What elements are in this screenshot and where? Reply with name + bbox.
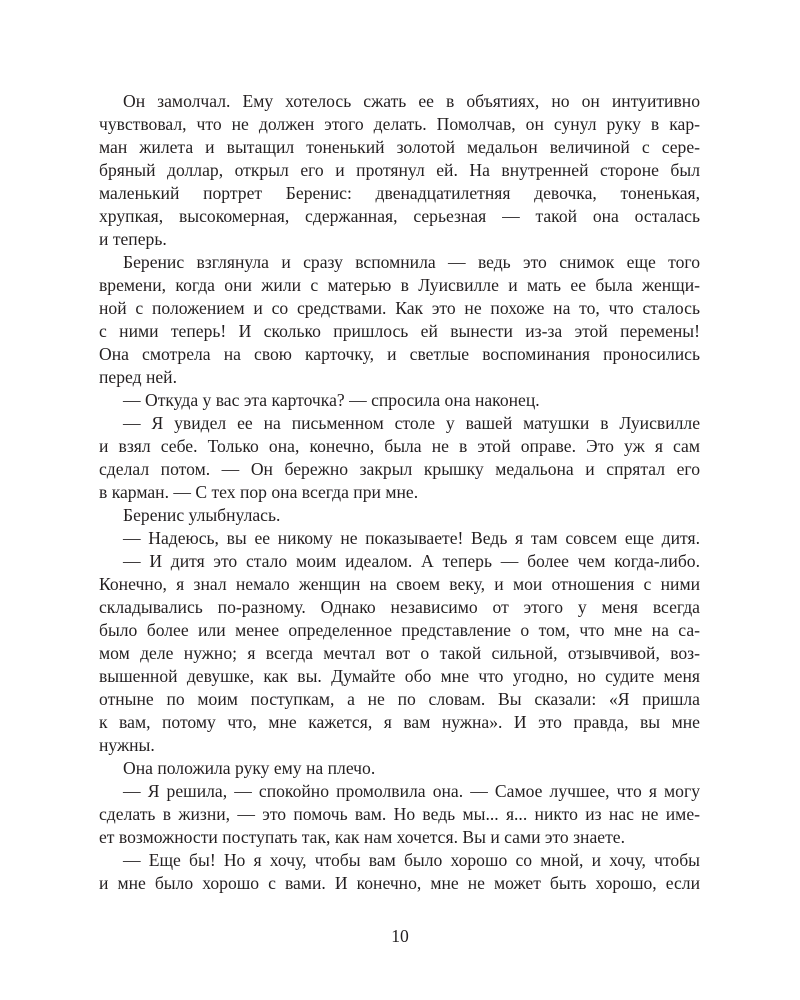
text-line: Он замолчал. Ему хотелось сжать ее в объятиях, но он интуитивно xyxy=(123,91,700,111)
text-line: сделать в жизни, — это помочь вам. Но ведь мы... я... никто из нас не име- xyxy=(99,804,700,824)
text-line: Она смотрела на свою карточку, и светлые воспоминания проносились xyxy=(99,344,700,364)
text-line: чувствовал, что не должен этого делать. Помолчав, он сунул руку в кар- xyxy=(99,114,700,134)
text-line: — Еще бы! Но я хочу, чтобы вам было хорошо со мной, и хочу, чтобы xyxy=(123,850,700,870)
page-number: 10 xyxy=(391,926,409,946)
text-line: с ними теперь! И сколько пришлось ей вынести из-за этой перемены! xyxy=(99,321,700,341)
text-line: ной с положением и со средствами. Как это не похоже на то, что сталось xyxy=(99,298,700,318)
text-line: маленький портрет Беренис: двенадцатилетняя девочка, тоненькая, xyxy=(99,183,700,203)
text-line: нужны. xyxy=(99,735,155,755)
text-line: отныне по моим поступкам, а не по словам. Вы сказали: «Я пришла xyxy=(99,689,700,709)
text-line: складывались по-разному. Однако независимо от этого у меня всегда xyxy=(99,597,700,617)
text-line: перед ней. xyxy=(99,367,177,387)
text-line: в карман. — С тех пор она всегда при мне. xyxy=(99,482,419,502)
text-line: — Откуда у вас эта карточка? — спросила она наконец. xyxy=(123,390,540,410)
text-line: — Надеюсь, вы ее никому не показываете! Ведь я там совсем еще дитя. xyxy=(123,528,700,548)
text-line: сделал потом. — Он бережно закрыл крышку медальона и спрятал его xyxy=(99,459,700,479)
text-line: и взял себе. Только она, конечно, была не в этой оправе. Это уж я сам xyxy=(99,436,700,456)
text-line: ман жилета и вытащил тоненький золотой медальон величиной с сере- xyxy=(99,137,700,157)
text-line: вышенной девушке, как вы. Думайте обо мне что угодно, но судите меня xyxy=(99,666,700,686)
text-line: — И дитя это стало моим идеалом. А теперь — более чем когда-либо. xyxy=(123,551,700,571)
text-line: было более или менее определенное представление о том, что мне на са- xyxy=(99,620,700,640)
text-line: Она положила руку ему на плечо. xyxy=(123,758,376,778)
text-line: Беренис улыбнулась. xyxy=(123,505,281,525)
text-line: Беренис взглянула и сразу вспомнила — ведь это снимок еще того xyxy=(123,252,700,272)
text-line: — Я увидел ее на письменном столе у вашей матушки в Луисвилле xyxy=(123,413,700,433)
text-line: мом деле нужно; я всегда мечтал вот о такой сильной, отзывчивой, воз- xyxy=(99,643,700,663)
text-line: к вам, потому что, мне кажется, я вам нужна». И это правда, вы мне xyxy=(99,712,700,732)
text-line: и теперь. xyxy=(99,229,167,249)
text-line: хрупкая, высокомерная, сдержанная, серьезная — такой она осталась xyxy=(99,206,700,226)
text-line: — Я решила, — спокойно промолвила она. — Самое лучшее, что я могу xyxy=(123,781,700,801)
text-line: Конечно, я знал немало женщин на своем веку, и мои отношения с ними xyxy=(99,574,700,594)
text-line: бряный доллар, открыл его и протянул ей. На внутренней стороне был xyxy=(99,160,700,180)
text-line: времени, когда они жили с матерью в Луисвилле и мать ее была женщи- xyxy=(99,275,700,295)
text-line: и мне было хорошо с вами. И конечно, мне не может быть хорошо, если xyxy=(99,873,700,893)
text-line: ет возможности поступать так, как нам хочется. Вы и сами это знаете. xyxy=(99,827,625,847)
